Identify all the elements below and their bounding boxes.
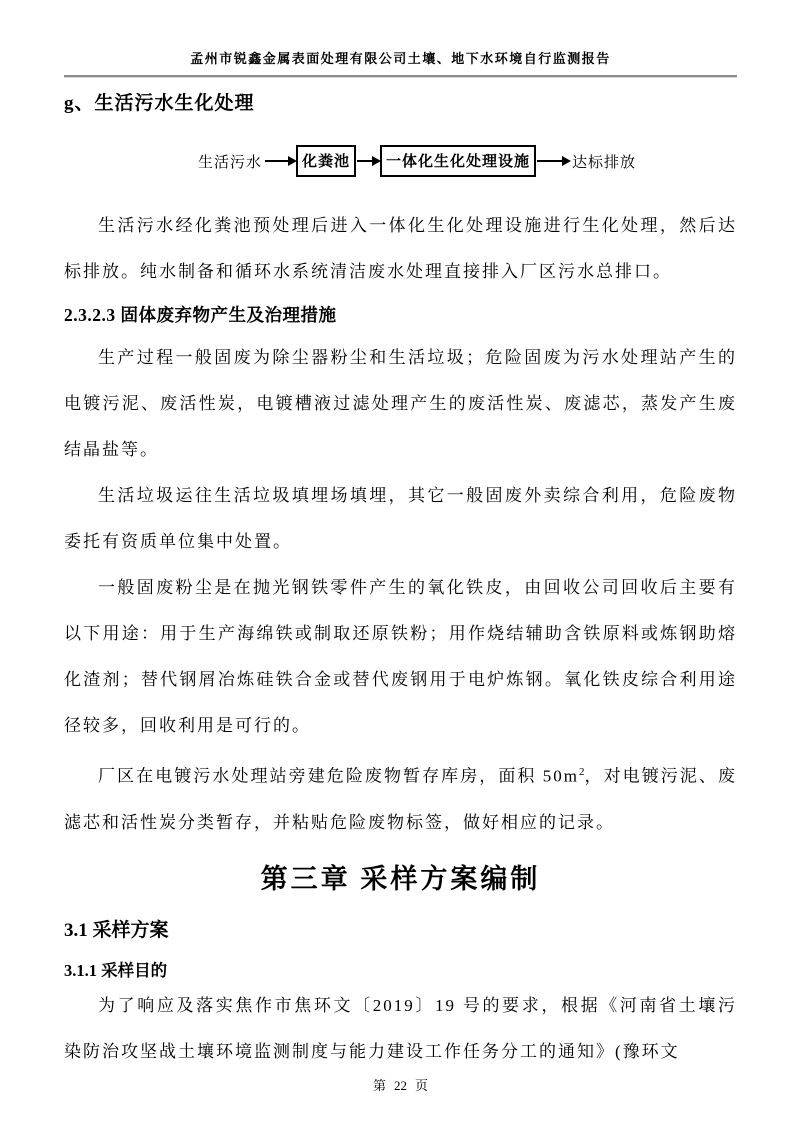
flow-arrow-icon xyxy=(357,160,379,162)
section-heading-3-1-1: 3.1.1 采样目的 xyxy=(64,960,168,980)
flow-arrow-icon xyxy=(265,160,295,162)
flow-arrow-icon xyxy=(537,160,569,162)
paragraph-sewage-treatment: 生活污水经化粪池预处理后进入一体化生化处理设施进行生化处理，然后达标排放。纯水制备和循环水系统清洁废水处理直接排入厂区污水总排口。 xyxy=(64,216,737,281)
paragraph-hazardous-storage xyxy=(64,749,737,846)
page-footer xyxy=(64,1077,737,1095)
footer-page-number: 22 xyxy=(394,1077,407,1093)
paragraph-waste-disposal: 生活垃圾运往生活垃圾填埋场填埋，其它一般固废外卖综合利用，危险废物委托有资质单位集中处置。 xyxy=(64,486,737,551)
square-meter-superscript: 2 xyxy=(578,766,585,778)
footer-prefix: 第 xyxy=(372,1077,386,1093)
storage-text-before: 厂区在电镀污水处理站旁建危险废物暂存库房，面积 50m xyxy=(98,766,579,786)
section-heading-3-1: 3.1 采样方案 xyxy=(64,919,169,941)
storage-text-after: ，对电镀污泥、废滤芯和活性炭分类暂存，并粘贴危险废物标签，做好相应的记录。 xyxy=(64,766,737,832)
footer-suffix: 页 xyxy=(415,1077,429,1093)
paragraph-sampling-purpose: 为了响应及落实焦作市焦环文〔2019〕19 号的要求，根据《河南省土壤污染防治攻坚战土壤环境监测制度与能力建设工作任务分工的通知》(豫环文 xyxy=(64,995,737,1061)
chapter-title: 第三章 采样方案编制 xyxy=(260,863,541,894)
heading-solid-waste: 2.3.2.3 固体废弃物产生及治理措施 xyxy=(64,305,337,325)
paragraph-iron-oxide-reuse: 一般固废粉尘是在抛光钢铁零件产生的氧化铁皮，由回收公司回收后主要有以下用途：用于生产海绵铁或制取还原铁粉；用作烧结辅助含铁原料或炼钢助熔化渣剂；替代钢屑冶炼硅铁合金或替代废钢用于电炉炼钢。氧化铁皮综合利用途径较多，回收利用是可行的。 xyxy=(64,578,737,735)
report-header-title: 孟州市锐鑫金属表面处理有限公司土壤、地下水环境自行监测报告 xyxy=(190,51,611,66)
header-rule xyxy=(64,75,737,78)
paragraph-waste-generation: 生产过程一般固废为除尘器粉尘和生活垃圾；危险固废为污水处理站产生的电镀污泥、废活性炭，电镀槽液过滤处理产生的废活性炭、废滤芯，蒸发产生废结晶盐等。 xyxy=(64,348,737,459)
section-heading-g: g、生活污水生化处理 xyxy=(64,93,255,114)
flow-diagram xyxy=(196,145,737,177)
flow-output-label: 达标排放 xyxy=(572,154,637,171)
flow-input-label: 生活污水 xyxy=(198,154,263,171)
flow-node-septic-tank: 化粪池 xyxy=(296,145,356,177)
flow-node-biochemical-unit: 一体化生化处理设施 xyxy=(380,145,536,177)
